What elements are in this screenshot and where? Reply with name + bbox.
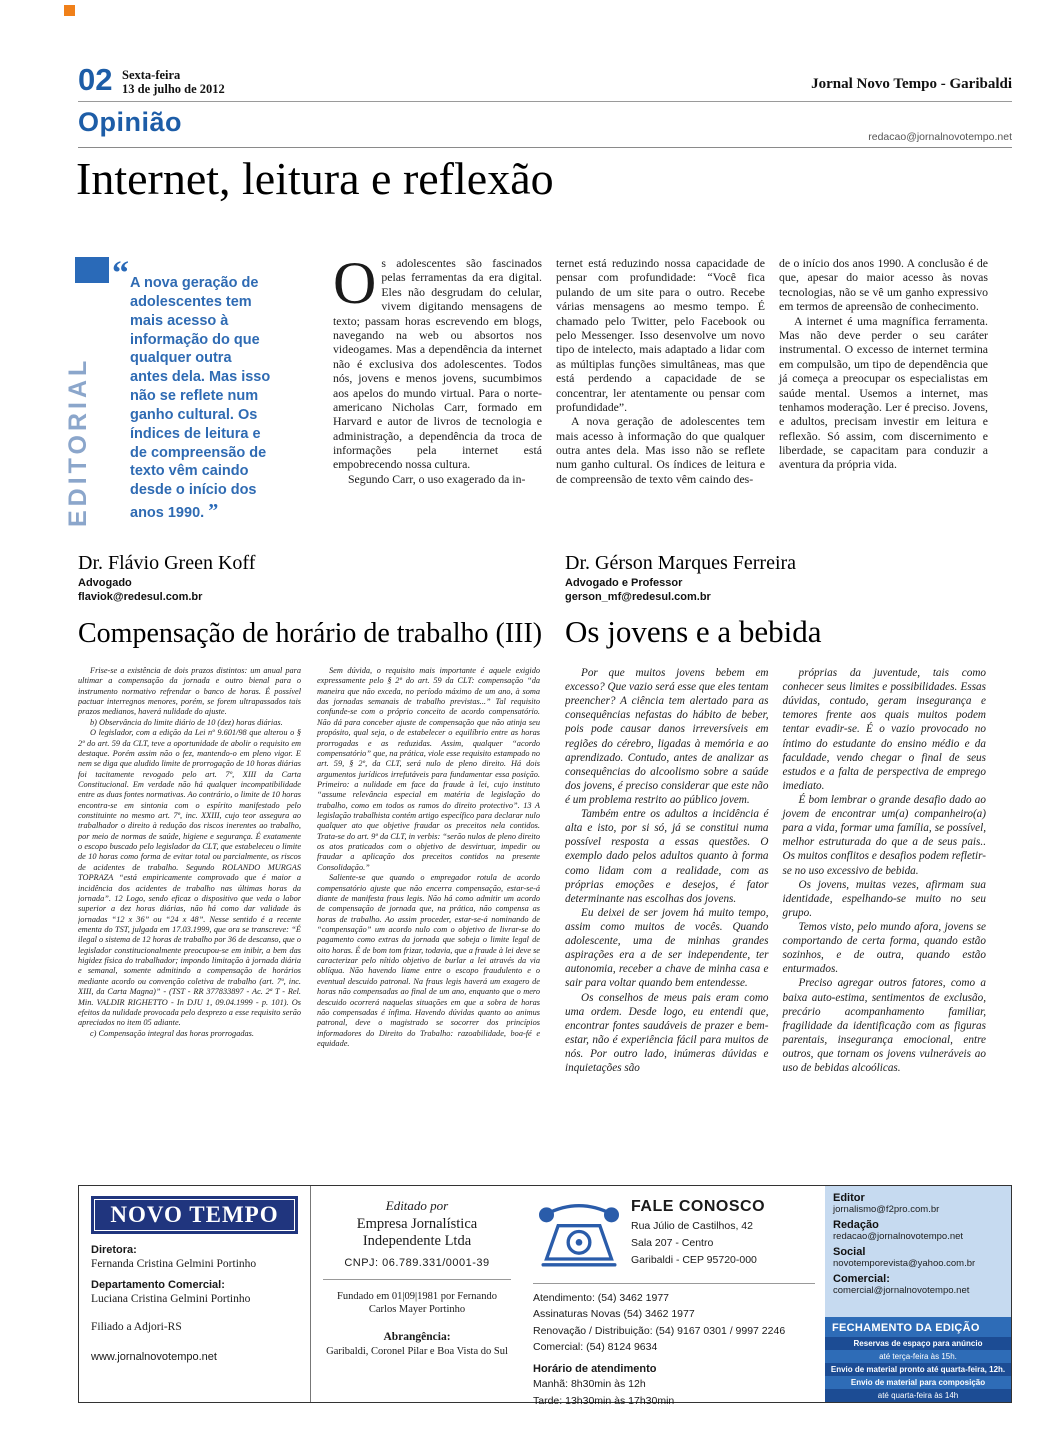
article-paragraph: próprias da juventude, tais como conhecer seus limites e possibilidades. Essas dúvidas, contudo, geram insegurança e temores frente aos quais muitos podem tentar evadir-se. É o vazio provocado no íntimo do estudante do ensino médio e da faculdade, vendo chegar o final de seus estudos e a falta de perspectiva de emprego imediato.: [782, 667, 986, 792]
hours-title: Horário de atendimento: [533, 1363, 657, 1376]
article-paragraph: Segundo Carr, o uso exagerado da in-: [348, 471, 526, 486]
author-name: Dr. Gérson Marques Ferreira: [565, 552, 797, 574]
header-divider: [78, 101, 1012, 102]
newspaper-name: Jornal Novo Tempo - Garibaldi: [811, 76, 1012, 92]
left-article-title: Compensação de horário de trabalho (III): [78, 618, 543, 649]
footer-emails-column: [825, 1186, 1011, 1402]
left-article-column-1: [78, 666, 301, 1166]
article-paragraph: É bom lembrar o grande desafio dado ao jovem de encontrar um(a) companheiro(a) para a vida, formar uma família, se possível, melhor estruturada do que a de seus pais.. Os muitos conflitos e desafios podem refletir-se no uso excessivo de bebida.: [782, 793, 986, 877]
main-article-column-2: [556, 256, 765, 528]
corner-registration-mark: [64, 5, 75, 16]
article-paragraph: b) Observância do limite diário de 10 (dez) horas diárias.: [90, 717, 283, 727]
address-line-2: Sala 207 - Centro: [631, 1237, 714, 1250]
phone-line-assinaturas: Assinaturas Novas (54) 3462 1977: [533, 1308, 695, 1321]
director-label: Diretora:: [91, 1244, 137, 1256]
email-label-social: Social: [833, 1246, 866, 1258]
contact-address-block: [631, 1194, 765, 1268]
close-quote-mark: ”: [208, 500, 219, 523]
phone-icon: [533, 1194, 625, 1279]
article-paragraph: A internet é uma magnífica ferramenta. Mas não deve perder o seu caráter instrumental. O excesso de internet termina em compulsão, um tipo de dependência que já começa a preocupar os especialistas em saúde mental. Usemos a internet, mas tenhamos moderação. Ler é preciso. Jovens, e adultos, precisam investir em leitura e reflexão. Só assim, com discernimento e liberdade, se capacitam para conduzir a aventura da própria vida.: [779, 313, 988, 472]
article-paragraph: de o início dos anos 1990. A conclusão é de que, apesar do maior acesso às novas tecnologias, não se vê um ganho expressivo em termos de apreensão de conhecimento.: [779, 256, 988, 314]
footer-publisher-column: [311, 1186, 523, 1402]
commercial-dept-name: Luciana Cristina Gelmini Portinho: [91, 1293, 251, 1305]
date: 13 de julho de 2012: [122, 82, 225, 97]
publisher-cnpj: CNPJ: 06.789.331/0001-39: [344, 1256, 490, 1269]
right-article-column-1: [565, 666, 769, 1171]
address-line-3: Garibaldi - CEP 95720-000: [631, 1254, 757, 1267]
director-name: Fernanda Cristina Gelmini Portinho: [91, 1258, 257, 1270]
section-title: Opinião: [78, 107, 182, 137]
byline-flavio-green-koff: [78, 552, 255, 603]
address-line-1: Rua Júlio de Castilhos, 42: [631, 1220, 753, 1232]
closing-line: até terça-feira às 15h.: [879, 1352, 957, 1361]
drop-cap: O: [333, 256, 377, 316]
article-paragraph: Frise-se a existência de dois prazos distintos: um anual para ultimar a compensação da jornada e outro bienal para o instrumento normativo refrendar o banco de horas. É possível pactuar interregnos menores, porém, se forem ultrapassados tais prazos medianos, haverá nulidade do ajuste.: [78, 666, 301, 717]
author-role: Advogado: [78, 577, 132, 589]
section-divider: [78, 147, 1012, 148]
phone-list: [533, 1283, 815, 1355]
article-paragraph: [333, 256, 542, 472]
editorial-marker: [75, 257, 109, 283]
article-paragraph: Também entre os adultos a incidência é alta e isto, por si só, já se constitui numa possível resposta a essas questões. O exemplo dado pelos adultos quanto à forma como lidam com a realidade, com as próprias emoções e desejos, é fator determinante nas escolhas dos jovens.: [565, 808, 769, 905]
main-headline: Internet, leitura e reflexão: [76, 153, 554, 204]
editorial-quote: [130, 274, 272, 523]
article-paragraph: O legislador, com a edição da Lei nº 9.601/98 que alterou o § 2º do art. 59 da CLT, teve a oportunidade de abolir o requisito em destaque. Porém assim não o fez, mantendo-o em pleno vigor. E nem se diga que aludido limite de prorrogação de 10 horas diárias foi tacitamente revogado pelo art. 7º, XIII da Carta Constitucional. Em verdade não há qualquer incompatibilidade entre as duas fontes normativas. Ao contrário, o limite de 10 horas encontra-se em sintonia com o espírito manifestado pelo constituinte no mesmo art. 7º, inc. XXIII, cujo teor assegura ao trabalhador o direito à redução dos riscos inerentes ao trabalho, por meio de normas de saúde, higiene e segurança. É exatamente o escopo buscado pelo legislador da CLT, que estabeleceu o limite de 10 horas como forma de evitar total ou parcialmente, os riscos de acidentes de trabalho. Segundo ROLANDO MURGAS TOPRAZA “está empiricamente comprovado que é maior a incidência dos acidentes de trabalho nas últimas horas da jornada”. 12 Logo, sendo eficaz o dispositivo que veda o labor superior a dez horas diárias, não há como dar validade às jornadas “12 x 36” ou “24 x 48”. Nesse sentido é a recente ementa do TST, julgada em 17.03.1999, que ora se transcreve: “É ilegal o sistema de 12 horas de trabalho por 36 de descanso, que o legislador constitucionalmente preocupou-se em inibir, a bem das higidez física do trabalhador; impondo limitação à jornada diária e semanal, somente admitindo a compensação de horários mediante acordo ou convenção coletiva de trabalho (art. 7º, inc. XIII, da Carta Magna)” - (TST - RR 377833897 - Ac. 2ª T - Rel. Min. VALDIR RIGHETTO - In DJU 1, 09.04.1999 - p. 101). Os efeitos da nulidade provocada pelo desprezo a esse requisito serão apreciados no item 05 adiante.: [78, 728, 301, 1028]
author-email[interactable]: flaviok@redesul.com.br: [78, 591, 203, 603]
editorial-quote-text: A nova geração de adolescentes tem mais acesso à informação do que qualquer outra antes dela. Mas isso não se reflete num ganho cultural. Os índices de leitura e de compreensão de texto vêm caindo desde o início dos anos 1990.: [130, 275, 271, 522]
email-label-comercial: Comercial:: [833, 1273, 890, 1285]
author-email[interactable]: gerson_mf@redesul.com.br: [565, 591, 711, 603]
phone-line-renovacao: Renovação / Distribuição: (54) 9167 0301 / 9997 2246: [533, 1324, 786, 1337]
article-paragraph: Os conselhos de meus pais eram como uma ordem. Desde logo, eu entendi que, encontrar fontes saudáveis de prazer e bem-estar, não é experiência fácil para muitos de nós. Por outro lado, inúmeras dúvidas e inquietações são: [565, 991, 769, 1075]
novo-tempo-logo: [91, 1196, 298, 1234]
phone-line-atendimento: Atendimento: (54) 3462 1977: [533, 1292, 670, 1304]
article-paragraph: Sem dúvida, o requisito mais importante é aquele exigido expressamente pelo § 2º do art. 59 da CLT: compensação “da maneira que não exceda, no período máximo de um ano, à soma das jornadas semanais de trabalho previstas...” Tal requisito confunde-se com o próprio conceito de acordo compensatório. Não dá para conceber ajuste de compensação que não atinja seu propósito, qual seja, o de estabelecer o equilíbrio entre as horas prorrogadas e as reduzidas. Assim, qualquer “acordo compensatório” que, na prática, viole esse requisito estampado no art. 59, § 2º, da CLT, será nulo de pleno direito. Há dois argumentos jurídicos irrefutáveis para fundamentar essa posição. Primeiro: a nulidade em face da fraude à lei, cujo instituto “assume relevância especial em matéria de legislação do trabalho, como em todos os ramos do direito protectivo”. 13 A legislação trabalhista contém artigo específico para declarar nulo qualquer ato que objetive fraudar os preceitos nela contidos. Trata-se do art. 9º da CLT, in verbis: “serão nulos de pleno direito os atos praticados com o objetivo de desvirtuar, impedir ou fraudar a aplicação dos preceitos contidos na presente Consolidação.”: [317, 666, 540, 872]
byline-gerson-marques-ferreira: [565, 552, 796, 603]
right-article-title: Os jovens e a bebida: [565, 614, 822, 649]
closing-lines: [825, 1337, 1011, 1402]
main-article-body: [333, 256, 988, 528]
article-paragraph: Temos visto, pelo mundo afora, jovens se comportando de certa forma, quando estão sozinhos, e de outra, quando estão enturmados.: [782, 920, 986, 976]
editorial-label: EDITORIAL: [64, 356, 92, 527]
main-article-column-3: [779, 256, 988, 528]
edition-date: [122, 68, 225, 97]
page-number: 02: [78, 62, 113, 97]
affiliation: Filiado a Adjori-RS: [91, 1321, 182, 1333]
closing-line: Envio de material para composição: [850, 1378, 986, 1387]
edited-by-label: Editado por: [385, 1198, 449, 1213]
main-article-column-1: [333, 256, 542, 528]
article-paragraph: Os jovens, muitas vezes, afirmam sua identidade, espelhando-se muito no seu grupo.: [782, 878, 986, 919]
email-social[interactable]: novotemporevista@yahoo.com.br: [833, 1258, 976, 1269]
contact-title: FALE CONOSCO: [631, 1198, 766, 1215]
contact-header: [533, 1194, 815, 1279]
email-comercial[interactable]: comercial@jornalnovotempo.net: [833, 1285, 970, 1296]
article-paragraph: ternet está reduzindo nossa capacidade de pensar com profundidade: “Você fica pulando de um site para o outro. Recebe várias mensagens ao mesmo tempo. É chamado pelo Twitter, pelo Facebook ou pelo Messenger. Isso desenvolve um novo tipo de intelecto, mais adaptado a lidar com as múltiplas funções simultâneas, mas que está perdendo a capacidade de se concentrar, ler atentamente ou pensar com profundidade”.: [556, 256, 765, 414]
email-label-redacao: Redação: [833, 1219, 879, 1231]
closing-line: Reservas de espaço para anúncio: [825, 1337, 1011, 1350]
article-paragraph: Eu deixei de ser jovem há muito tempo, assim como muitos de vocês. Quando adolescente, uma de minhas grandes aspirações era a de ser independente, ter autonomia, receber a chave de minha casa e sair para voltar quando bem entendesse.: [565, 906, 769, 990]
founded-note: Fundado em 01|09|1981 por Fernando Carlos Mayer Portinho: [323, 1279, 511, 1317]
email-editor[interactable]: jornalismo@f2pro.com.br: [833, 1204, 940, 1215]
closing-title: FECHAMENTO DA EDIÇÃO: [832, 1322, 980, 1334]
email-label-editor: Editor: [833, 1192, 865, 1204]
weekday: Sexta-feira: [122, 68, 181, 82]
hours-morning: Manhã: 8h30min às 12h: [533, 1378, 646, 1391]
paragraph-text: s adolescentes são fascinados pelas ferramentas da era digital. Eles não desgrudam do celular, vivem digitando mensagens de texto; passam horas escrevendo em blogs, navegando na web ou absortos nos videogames. Mas a dependência da internet não é exclusiva dos adolescentes. Todos nós, jovens e menos jovens, sucumbimos aos apelos do mundo virtual. Para o norte-americano Nicholas Carr, formado em Harvard e autor de livros de tecnologia e administração, a dependência da troca de informações pela internet está empobrecendo nossa cultura.: [333, 256, 542, 472]
edition-closing-box: [825, 1317, 1011, 1402]
publisher-company: Empresa Jornalística Independente Ltda: [356, 1216, 478, 1250]
section-email[interactable]: redacao@jornalnovotempo.net: [868, 131, 1012, 143]
author-name: Dr. Flávio Green Koff: [78, 552, 256, 574]
footer-expediente: [78, 1185, 1012, 1408]
article-paragraph: Preciso agregar outros fatores, como a baixa auto-estima, sentimentos de exclusão, precário acompanhamento familiar, fragilidade da identificação com as figuras parentais, insegurança emocional, entre outros, que tornam os jovens vulneráveis ao uso de bebidas alcoólicas.: [782, 977, 986, 1075]
coverage-area: Garibaldi, Coronel Pilar e Boa Vista do Sul: [326, 1346, 508, 1358]
article-paragraph: Por que muitos jovens bebem em excesso? Que vazio será esse que eles tentam preencher? A ciência tem alertado para as consequências nefastas do hábito de beber, pois pode causar danos irreversíveis em regiões do cérebro, ligadas à memória e ao aprendizado. Contudo, antes de analizar as consequências do alcoolismo sobre a saúde dos jovens, é preciso considerar que este não é um problema restrito ao público jovem.: [565, 667, 769, 806]
logo-text: NOVO TEMPO: [94, 1199, 295, 1231]
commercial-dept-label: Departamento Comercial:: [91, 1279, 225, 1291]
hours-afternoon: Tarde: 13h30min às 17h30min: [533, 1395, 675, 1408]
closing-line: Envio de material pronto até quarta-feira, 12h.: [825, 1363, 1011, 1376]
coverage-label: Abrangência:: [383, 1331, 451, 1344]
left-article-body: [78, 666, 540, 1166]
author-role: Advogado e Professor: [565, 577, 683, 589]
open-quote-mark: “: [112, 255, 129, 292]
left-article-column-2: [317, 666, 540, 1166]
footer-staff-column: [79, 1186, 311, 1402]
right-article-column-2: [783, 666, 987, 1171]
article-paragraph: c) Compensação integral das horas prorrogadas.: [90, 1028, 254, 1038]
email-redacao[interactable]: redacao@jornalnovotempo.net: [833, 1231, 964, 1242]
article-paragraph: Saliente-se que quando o empregador rotula de acordo compensatório ajuste que não encerra compensação, estar-se-á diante de manifesta fraus legis. Não há como admitir um acordo de compensação de jornada que, na prática, não compensa as horas de trabalho. Ao assim proceder, estar-se-á nominando de “compensação” um acordo nulo com o objetivo de livrar-se do pagamento como extras da jornada que sobeja o limite legal de oito horas. É de bom tom frizar, todavia, que a fraude à lei deve se caracterizar pelo nítido objetivo de burlar a lei através da via oblíqua. Não havendo liame entre o escopo fraudulento e o eventual descuido patronal. Na fraus legis haverá um exagero de horas não compensadas ao final de um ano, enquanto que o mero descuido ocorrerá naquelas situações em que a sobra de horas não compensadas é ínfima. Havendo dúvidas quanto ao animus patronal, deve o magistrado se socorrer dos princípios informadores do Direito do Trabalho: razoabilidade, boa-fé e equidade.: [317, 873, 540, 1048]
article-paragraph: A nova geração de adolescentes tem mais acesso à informação do que qualquer outra antes dela. Mas isso não se reflete num ganho cultural. Os índices de leitura e de compreensão de texto vêm caindo des-: [556, 414, 765, 486]
closing-line: até quarta-feira às 14h: [825, 1389, 1011, 1402]
footer-contact-column: [523, 1186, 825, 1408]
emails-panel: [825, 1186, 1011, 1317]
right-article-body: [565, 666, 986, 1171]
website-link[interactable]: www.jornalnovotempo.net: [91, 1351, 217, 1363]
phone-line-comercial: Comercial: (54) 8124 9634: [533, 1340, 658, 1353]
